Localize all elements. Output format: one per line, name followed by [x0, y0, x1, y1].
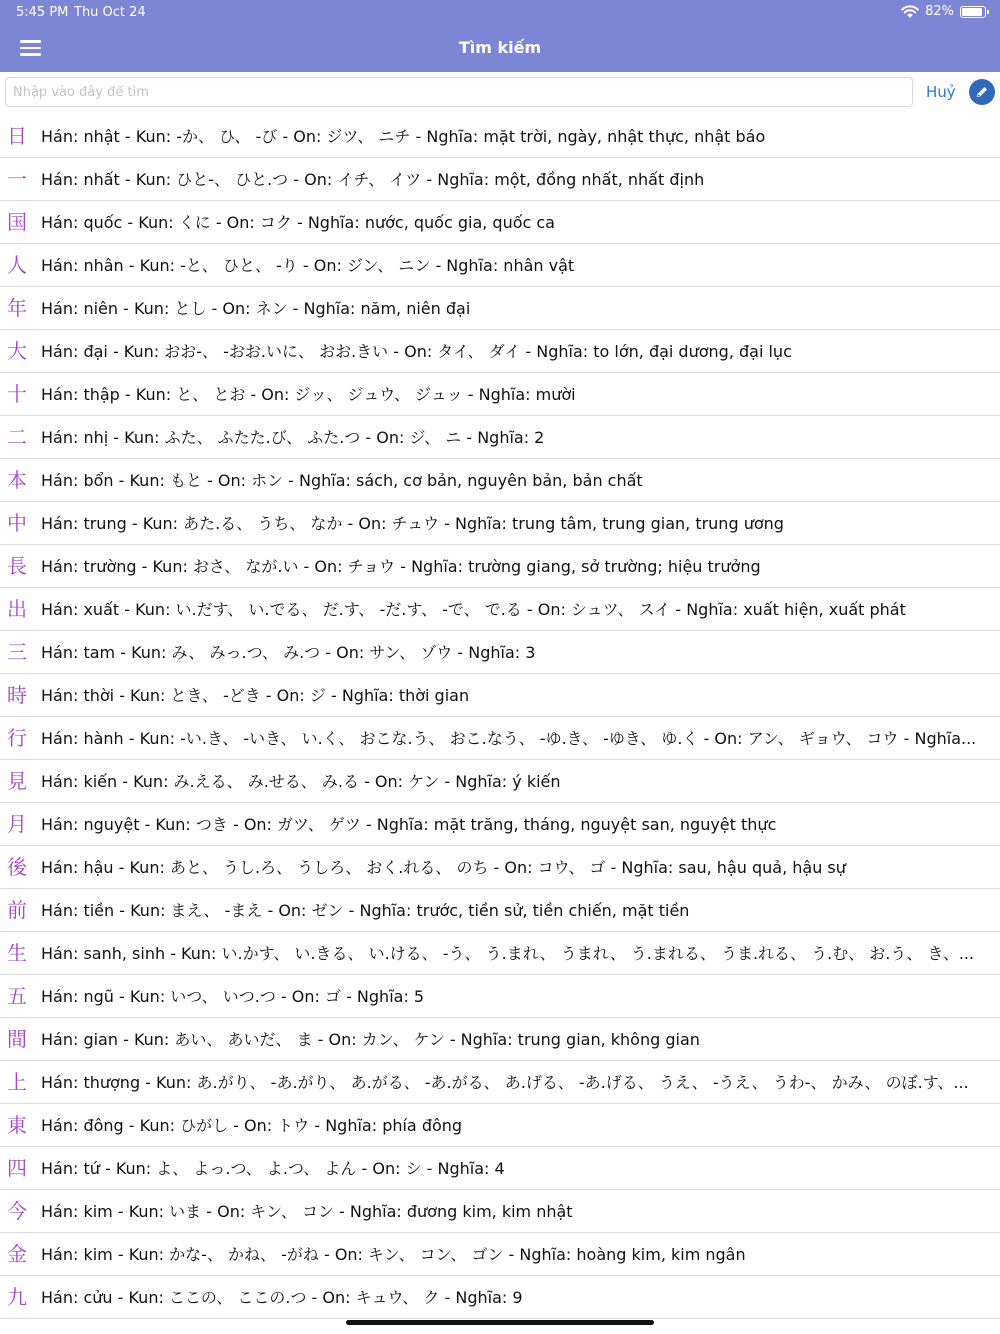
pencil-icon — [975, 85, 989, 99]
list-item[interactable] — [0, 889, 1000, 932]
kanji-character: 今 — [7, 1199, 27, 1223]
kanji-description: Hán: sanh, sinh - Kun: い.かす、 い.きる、 い.ける、 -う、 う.まれ、 うまれ、 う.まれる、 うま.れる、 う.む、 お.う、 き、... — [41, 944, 975, 963]
kanji-character: 国 — [7, 210, 27, 234]
list-item[interactable] — [0, 244, 1000, 287]
nav-bar — [0, 26, 1000, 72]
list-item[interactable] — [0, 631, 1000, 674]
kanji-description: Hán: tam - Kun: み、 みっ.つ、 み.つ - On: サン、 ゾウ - Nghĩa: 3 — [41, 643, 536, 662]
list-item[interactable] — [0, 416, 1000, 459]
list-item[interactable] — [0, 115, 1000, 158]
search-input[interactable] — [5, 77, 913, 107]
list-item[interactable] — [0, 201, 1000, 244]
kanji-character: 一 — [7, 167, 27, 191]
kanji-character: 時 — [7, 683, 27, 707]
list-item[interactable] — [0, 674, 1000, 717]
list-item[interactable] — [0, 158, 1000, 201]
list-item[interactable] — [0, 975, 1000, 1018]
list-item[interactable] — [0, 1147, 1000, 1190]
list-item[interactable] — [0, 588, 1000, 631]
kanji-description: Hán: nhân - Kun: -と、 ひと、 -り - On: ジン、 ニン - Nghĩa: nhân vật — [41, 256, 575, 275]
kanji-character: 前 — [7, 898, 27, 922]
kanji-description: Hán: nhị - Kun: ふた、 ふたた.び、 ふた.つ - On: ジ、 ニ - Nghĩa: 2 — [41, 428, 545, 447]
status-bar — [0, 0, 1000, 26]
kanji-description: Hán: thập - Kun: と、 とお - On: ジッ、 ジュウ、 ジュッ - Nghĩa: mười — [41, 385, 576, 404]
kanji-description: Hán: kim - Kun: いま - On: キン、 コン - Nghĩa: đương kim, kim nhật — [41, 1202, 573, 1221]
list-item[interactable] — [0, 803, 1000, 846]
list-item[interactable] — [0, 1190, 1000, 1233]
kanji-description: Hán: nhật - Kun: -か、 ひ、 -び - On: ジツ、 ニチ - Nghĩa: mặt trời, ngày, nhật thực, nhật báo — [41, 127, 766, 146]
kanji-description: Hán: hành - Kun: -い.き、 -いき、 い.く、 おこな.う、 おこ.なう、 -ゆ.き、 -ゆき、 ゆ.く - On: アン、 ギョウ、 コウ - Nghĩa... — [41, 729, 977, 748]
kanji-description: Hán: niên - Kun: とし - On: ネン - Nghĩa: năm, niên đại — [41, 299, 471, 318]
kanji-character: 大 — [7, 339, 27, 363]
kanji-description: Hán: thượng - Kun: あ.がり、 -あ.がり、 あ.がる、 -あ.がる、 あ.げる、 -あ.げる、 うえ、 -うえ、 うわ-、 かみ、 のぼ.す、... — [41, 1073, 969, 1092]
page-title: Tìm kiếm — [458, 38, 542, 57]
kanji-character: 九 — [7, 1285, 27, 1309]
list-item[interactable] — [0, 932, 1000, 975]
list-item[interactable] — [0, 502, 1000, 545]
kanji-character: 出 — [7, 597, 27, 621]
list-item[interactable] — [0, 545, 1000, 588]
kanji-character: 人 — [7, 253, 27, 277]
kanji-description: Hán: bổn - Kun: もと - On: ホン - Nghĩa: sách, cơ bản, nguyên bản, bản chất — [41, 471, 643, 490]
kanji-character: 見 — [7, 769, 27, 793]
kanji-character: 生 — [7, 941, 27, 965]
kanji-character: 金 — [7, 1242, 27, 1266]
kanji-character: 三 — [7, 640, 27, 664]
edit-button[interactable] — [969, 79, 995, 105]
list-item[interactable] — [0, 1276, 1000, 1319]
kanji-description: Hán: kim - Kun: かな-、 かね、 -がね - On: キン、 コン、 ゴン - Nghĩa: hoàng kim, kim ngân — [41, 1245, 746, 1264]
kanji-description: Hán: hậu - Kun: あと、 うし.ろ、 うしろ、 おく.れる、 のち - On: コウ、 ゴ - Nghĩa: sau, hậu quả, hậu sự — [41, 858, 846, 877]
list-item[interactable] — [0, 717, 1000, 760]
kanji-character: 年 — [7, 296, 27, 320]
battery-icon — [960, 6, 986, 18]
kanji-description: Hán: quốc - Kun: くに - On: コク - Nghĩa: nước, quốc gia, quốc ca — [41, 213, 555, 232]
status-right — [901, 4, 986, 19]
kanji-description: Hán: thời - Kun: とき、 -どき - On: ジ - Nghĩa: thời gian — [41, 686, 470, 705]
list-item[interactable] — [0, 1104, 1000, 1147]
kanji-description: Hán: xuất - Kun: い.だす、 い.でる、 だ.す、 -だ.す、 -で、 で.る - On: シュツ、 スイ - Nghĩa: xuất hiện, xuất phát — [41, 600, 906, 619]
kanji-description: Hán: kiến - Kun: み.える、 み.せる、 み.る - On: ケン - Nghĩa: ý kiến — [41, 772, 561, 791]
kanji-description: Hán: đại - Kun: おお-、 -おお.いに、 おお.きい - On: タイ、 ダイ - Nghĩa: to lớn, đại dương, đại lục — [41, 342, 792, 361]
kanji-character: 本 — [7, 468, 27, 492]
kanji-character: 行 — [7, 726, 27, 750]
kanji-character: 中 — [7, 511, 27, 535]
kanji-description: Hán: cửu - Kun: ここの、 ここの.つ - On: キュウ、 ク - Nghĩa: 9 — [41, 1288, 523, 1307]
list-item[interactable] — [0, 1233, 1000, 1276]
kanji-description: Hán: ngũ - Kun: いつ、 いつ.つ - On: ゴ - Nghĩa: 5 — [41, 987, 425, 1006]
list-item[interactable] — [0, 760, 1000, 803]
kanji-character: 上 — [7, 1070, 27, 1094]
kanji-character: 十 — [7, 382, 27, 406]
kanji-description: Hán: trung - Kun: あた.る、 うち、 なか - On: チュウ - Nghĩa: trung tâm, trung gian, trung ương — [41, 514, 784, 533]
kanji-description: Hán: trường - Kun: おさ、 なが.い - On: チョウ - Nghĩa: trường giang, sở trường; hiệu trưởng — [41, 557, 761, 576]
kanji-character: 月 — [7, 812, 27, 836]
search-bar — [0, 72, 1000, 114]
cancel-button[interactable]: Huỷ — [926, 83, 956, 101]
kanji-description: Hán: nguyệt - Kun: つき - On: ガツ、 ゲツ - Nghĩa: mặt trăng, tháng, nguyệt san, nguyệt thực — [41, 815, 777, 834]
list-item[interactable] — [0, 846, 1000, 889]
kanji-character: 東 — [7, 1113, 27, 1137]
list-item[interactable] — [0, 1061, 1000, 1104]
status-time: 5:45 PM — [16, 5, 69, 20]
kanji-description: Hán: tứ - Kun: よ、 よっ.つ、 よ.つ、 よん - On: シ - Nghĩa: 4 — [41, 1159, 505, 1178]
kanji-list — [0, 115, 1000, 1319]
kanji-character: 間 — [7, 1027, 27, 1051]
battery-percent: 82% — [925, 4, 954, 19]
kanji-character: 五 — [7, 984, 27, 1008]
kanji-character: 後 — [7, 855, 27, 879]
kanji-description: Hán: gian - Kun: あい、 あいだ、 ま - On: カン、 ケン - Nghĩa: trung gian, không gian — [41, 1030, 700, 1049]
list-item[interactable] — [0, 287, 1000, 330]
list-item[interactable] — [0, 373, 1000, 416]
kanji-description: Hán: tiền - Kun: まえ、 -まえ - On: ゼン - Nghĩa: trước, tiền sử, tiền chiến, mặt tiền — [41, 901, 690, 920]
status-date: Thu Oct 24 — [74, 5, 146, 20]
list-item[interactable] — [0, 459, 1000, 502]
kanji-character: 四 — [7, 1156, 27, 1180]
list-item[interactable] — [0, 1018, 1000, 1061]
kanji-description: Hán: nhất - Kun: ひと-、 ひと.つ - On: イチ、 イツ - Nghĩa: một, đồng nhất, nhất định — [41, 170, 705, 189]
kanji-character: 日 — [7, 124, 27, 148]
kanji-character: 長 — [7, 554, 27, 578]
wifi-icon — [901, 5, 919, 19]
home-indicator — [346, 1320, 654, 1325]
kanji-description: Hán: đông - Kun: ひがし - On: トウ - Nghĩa: phía đông — [41, 1116, 463, 1135]
kanji-character: 二 — [7, 425, 27, 449]
list-item[interactable] — [0, 330, 1000, 373]
